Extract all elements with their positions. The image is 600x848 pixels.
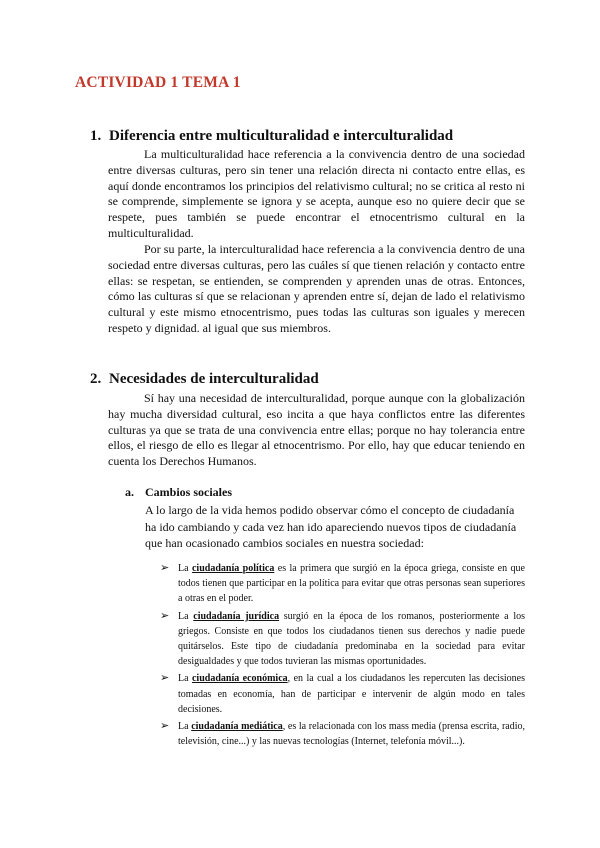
arrow-bullet-icon: ➢ (160, 562, 170, 574)
list-item (160, 609, 525, 670)
bullet-lead: La (178, 673, 192, 685)
bullet-term: ciudadanía mediática (191, 721, 283, 733)
subsection-a-intro: A lo largo de la vida hemos podido observar cómo el concepto de ciudadanía ha ido cambiando y cada vez han ido apareciendo nuevos tipos de ciudadanía que han ocasionado cambios sociales en nuestra sociedad: (145, 503, 517, 550)
section-2-paragraph-1: Sí hay una necesidad de interculturalidad, porque aunque con la globalización hay mucha diversidad cultural, eso incita a que haya conflictos entre las diferentes culturas ya que se trata de una convivencia entre ellas; porque no hay tolerancia entre ellos, el riesgo de ello es llegar al etnocentrismo. Por ello, hay que educar teniendo en cuenta los Derechos Humanos. (108, 391, 525, 469)
section-2-heading (90, 371, 319, 388)
bullet-term: ciudadanía jurídica (193, 610, 280, 622)
list-item (160, 561, 525, 607)
subsection-a-heading (125, 485, 232, 500)
arrow-bullet-icon: ➢ (160, 609, 170, 622)
arrow-bullet-icon: ➢ (160, 720, 170, 733)
section-1-title: Diferencia entre multiculturalidad e interculturalidad (109, 128, 454, 144)
bullet-text: surgió en la época de los romanos, posteriormente a los griegos. Consiste en que todos los ciudadanos tienen sus derechos y nadie puede quitárselos. Este tipo de ciudadanía predominaba en la sociedad para evitar desigualdades y que todos tuvieran las mismas oportunidades. (178, 610, 525, 668)
bullet-lead: La (178, 563, 192, 574)
bullet-text: es la primera que surgió en la época griega, consiste en que todos tienen que participar en la política para evitar que otras personas sean superiores a otras en el poder. (178, 563, 525, 605)
section-2-title: Necesidades de interculturalidad (109, 371, 319, 387)
subsection-a-number: a. (125, 485, 134, 499)
bullet-term: ciudadanía económica (191, 673, 288, 685)
section-1-paragraph-1: La multiculturalidad hace referencia a la convivencia dentro de una sociedad entre diversas culturas, pero sin tener una relación directa ni contacto entre ellas, es aquí donde encontramos los principios del relativismo cultural; no se critica al resto ni se comprende, simplemente se ignora y se acepta, aunque eso no quiere decir que se respete, pues también se puede encontrar el etnocentrismo cultural en la multiculturalidad. (108, 147, 525, 240)
section-2-number: 2. (90, 371, 102, 387)
section-1-heading (90, 128, 453, 145)
citizenship-list (160, 561, 525, 751)
bullet-text: , es la relacionada con los mass media (prensa escrita, radio, televisión, cine...) y las nuevas tecnologías (Internet, telefonía móvil...). (178, 721, 525, 748)
arrow-bullet-icon: ➢ (160, 672, 170, 685)
document-title: ACTIVIDAD 1 TEMA 1 (75, 74, 241, 91)
bullet-lead: La (178, 610, 194, 622)
section-1-paragraph-2: Por su parte, la interculturalidad hace referencia a la convivencia dentro de una sociedad entre diversas culturas, pero las cuáles sí que tienen relación y contacto entre ellas: se respetan, se entienden, se comprenden y aprenden unas de otras. Entonces, cómo las culturas sí que se relacionan y aprenden entre sí, dejan de lado el relativismo cultural y este mismo etnocentrismo, pues todas las culturas son iguales y merecen respeto y dignidad. al igual que sus miembros. (108, 242, 525, 335)
bullet-term: ciudadanía política (191, 563, 275, 574)
bullet-lead: La (178, 721, 192, 733)
bullet-text: , en la cual a los ciudadanos les repercuten las decisiones tomadas en economía, han de participar e intervenir de algún modo en tales decisiones. (178, 673, 525, 715)
section-1-number: 1. (90, 128, 102, 144)
subsection-a-title: Cambios sociales (145, 485, 232, 499)
list-item (160, 671, 525, 717)
list-item (160, 719, 525, 749)
